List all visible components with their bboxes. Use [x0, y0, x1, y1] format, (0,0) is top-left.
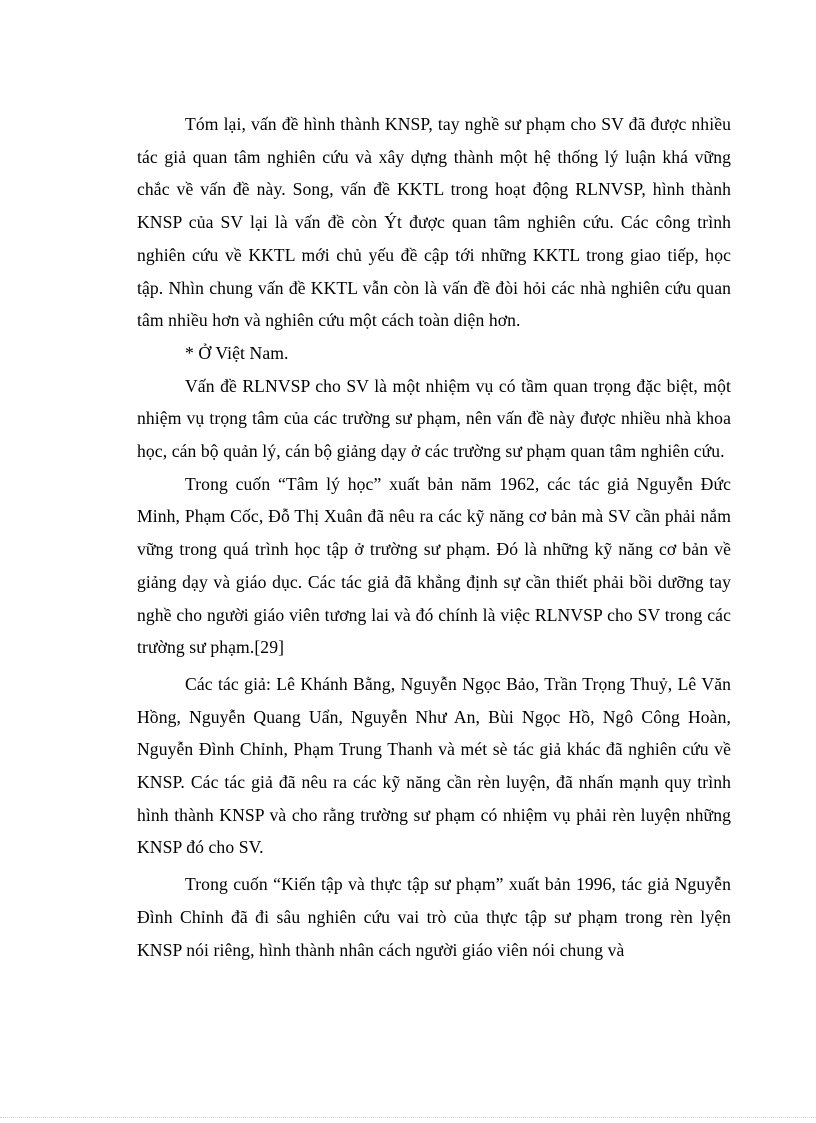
body-text: [137, 108, 731, 966]
page-bottom-border: [0, 1117, 816, 1118]
paragraph-authors: Các tác giả: Lê Khánh Bằng, Nguyễn Ngọc Bảo, Trần Trọng Thuỷ, Lê Văn Hồng, Nguyễn Quang Uẩn, Nguyễn Như An, Bùi Ngọc Hồ, Ngô Công Hoàn, Nguyễn Đình Chỉnh, Phạm Trung Thanh và mét sè tác giả khác đã nghiên cứu về KNSP. Các tác giả đã nêu ra các kỹ năng cần rèn luyện, đã nhấn mạnh quy trình hình thành KNSP và cho rằng trường sư phạm có nhiệm vụ phải rèn luyện những KNSP đó cho SV.: [137, 673, 731, 858]
paragraph-rlnvsp-importance: Vấn đề RLNVSP cho SV là một nhiệm vụ có tầm quan trọng đặc biệt, một nhiệm vụ trọng tâm của các trường sư phạm, nên vấn đề này được nhiều nhà khoa học, cán bộ quản lý, cán bộ giảng dạy ở các trường sư phạm quan tâm nghiên cứu.: [137, 375, 731, 462]
paragraph-psychology-book: Trong cuốn “Tâm lý học” xuất bản năm 1962, các tác giả Nguyễn Đức Minh, Phạm Cốc, Đỗ Thị Xuân đã nêu ra các kỹ năng cơ bản mà SV cần phải nắm vững trong quá trình học tập ở trường sư phạm. Đó là những kỹ năng cơ bản về giảng dạy và giáo dục. Các tác giả đã khẳng định sự cần thiết phải bồi dưỡng tay nghề cho người giáo viên tương lai và đó chính là việc RLNVSP cho SV trong các trường sư phạm.[29]: [137, 473, 731, 658]
paragraph-summary: Tóm lại, vấn đề hình thành KNSP, tay nghề sư phạm cho SV đã được nhiều tác giả quan tâm nghiên cứu và xây dựng thành một hệ thống lý luận khá vững chắc về vấn đề này. Song, vấn đề KKTL trong hoạt động RLNVSP, hình thành KNSP của SV lại là vấn đề còn Ýt được quan tâm nghiên cứu. Các công trình nghiên cứu về KKTL mới chủ yếu đề cập tới những KKTL trong giao tiếp, học tập. Nhìn chung vấn đề KKTL vẫn còn là vấn đề đòi hỏi các nhà nghiên cứu quan tâm nhiều hơn và nghiên cứu một cách toàn diện hơn.: [137, 114, 731, 331]
section-heading-vietnam: * Ở Việt Nam.: [185, 342, 289, 363]
paragraph-practicum-book: Trong cuốn “Kiến tập và thực tập sư phạm” xuất bản 1996, tác giả Nguyễn Đình Chỉnh đã đi sâu nghiên cứu vai trò của thực tập sư phạm trong rèn lyện KNSP nói riêng, hình thành nhân cách người giáo viên nói chung và: [137, 874, 731, 960]
